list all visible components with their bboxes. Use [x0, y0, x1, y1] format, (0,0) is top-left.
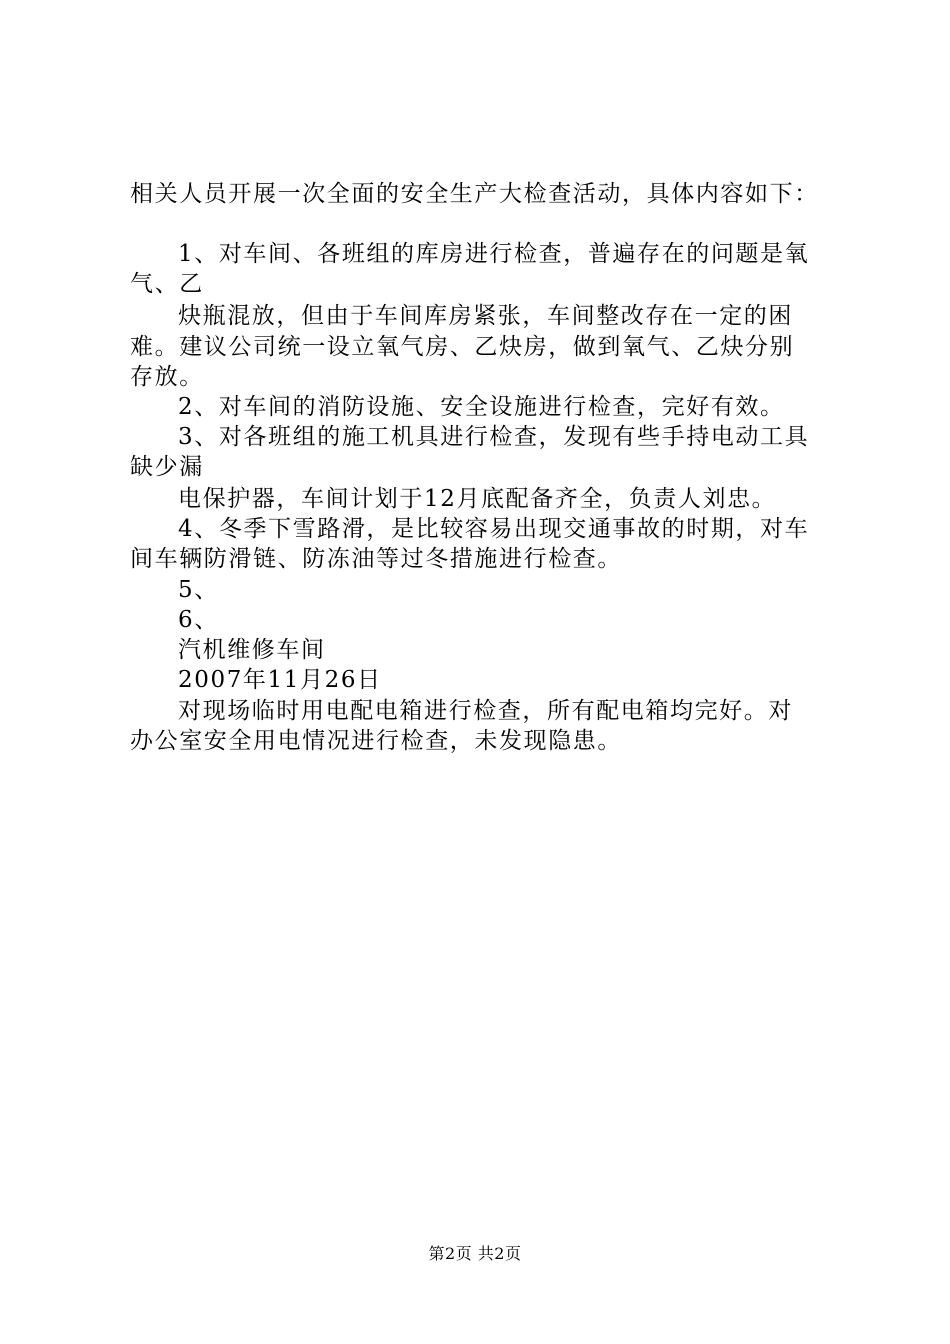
signature-department: 汽机维修车间 — [178, 637, 326, 663]
page-indicator: 第2页 共2页 — [428, 1244, 522, 1263]
text-line-item1-cont: 炔瓶混放，但由于车间库房紧张，车间整改存在一定的困 — [178, 303, 793, 329]
text-line-item3: 3、对各班组的施工机具进行检查，发现有些手持电动工具 — [178, 424, 810, 450]
signature-date: 2007年11月26日 — [178, 667, 382, 693]
text-line-item1-end: 存放。 — [130, 364, 204, 390]
text-line-item4-cont: 间车辆防滑链、防冻油等过冬措施进行检查。 — [130, 546, 622, 572]
text-line-item1-cont2: 难。建议公司统一设立氧气房、乙炔房，做到氧气、乙炔分别 — [130, 334, 795, 360]
text-line-item3-cont: 电保护器，车间计划于12月底配备齐全，负责人刘忠。 — [178, 486, 777, 512]
text-line-item1: 1、对车间、各班组的库房进行检查，普遍存在的问题是氧 — [178, 241, 810, 267]
text-line-item1-wrap: 气、乙 — [130, 271, 204, 297]
text-line-item3-wrap: 缺少漏 — [130, 454, 204, 480]
text-line-item4: 4、冬季下雪路滑，是比较容易出现交通事故的时期，对车 — [178, 516, 810, 542]
text-line-item6: 6、 — [178, 607, 219, 633]
text-line-intro: 相关人员开展一次全面的安全生产大检查活动，具体内容如下： — [130, 181, 819, 207]
text-line-extra: 对现场临时用电配电箱进行检查，所有配电箱均完好。对 — [178, 698, 793, 724]
text-line-item5: 5、 — [178, 577, 219, 603]
text-line-item2: 2、对车间的消防设施、安全设施进行检查，完好有效。 — [178, 394, 785, 420]
text-line-extra-cont: 办公室安全用电情况进行检查，未发现隐患。 — [130, 728, 622, 754]
